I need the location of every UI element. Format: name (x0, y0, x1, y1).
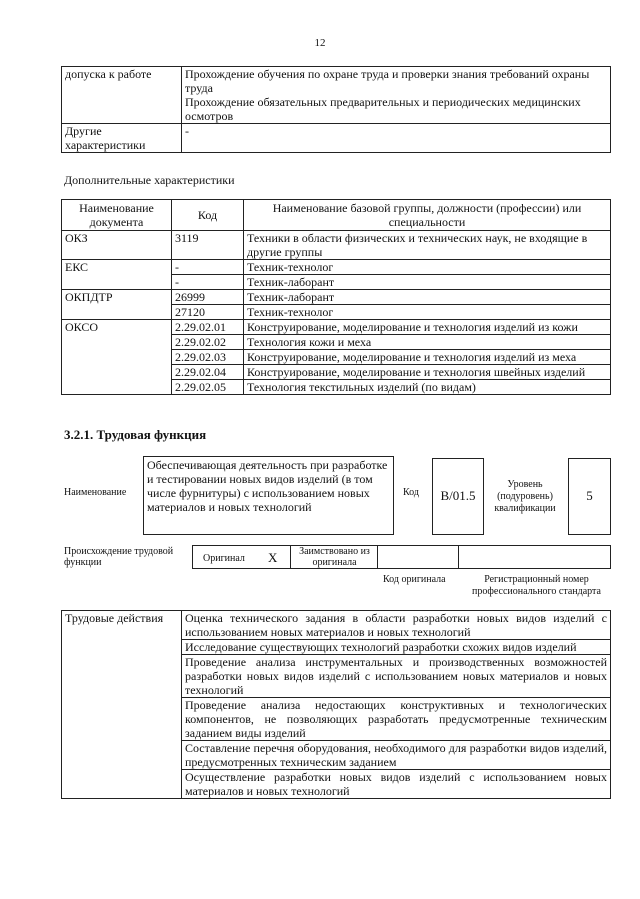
row-value: - (182, 124, 611, 153)
table-header-row (62, 200, 611, 231)
level-label: Уровень (подуровень) квалификации (494, 479, 556, 514)
code-original-caption: Код оригинала (383, 574, 446, 585)
additional-title: Дополнительные характеристики (64, 173, 235, 187)
column-header: Наименование базовой группы, должности (профессии) или специальности (244, 200, 611, 231)
table-row (62, 320, 611, 335)
origin-label: Происхождение трудовой функции (64, 546, 174, 568)
document-cell: ЕКС (62, 260, 172, 290)
column-header: Код (172, 200, 244, 231)
name-cell: Конструирование, моделирование и технология швейных изделий (244, 365, 611, 380)
name-cell: Конструирование, моделирование и технология изделий из меха (244, 350, 611, 365)
code-cell: 2.29.02.03 (172, 350, 244, 365)
name-cell: Техники в области физических и технических наук, не входящие в другие группы (244, 231, 611, 260)
action-item: Осуществление разработки новых видов изделий с использованием новых материалов и новых технологий (182, 770, 611, 799)
name-cell: Конструирование, моделирование и технология изделий из кожи (244, 320, 611, 335)
row-label: Другие характеристики (62, 124, 182, 153)
code-cell: 27120 (172, 305, 244, 320)
code-cell: 3119 (172, 231, 244, 260)
name-cell: Техник-лаборант (244, 275, 611, 290)
name-cell: Техник-технолог (244, 305, 611, 320)
original-label: Оригинал (203, 553, 245, 564)
column-header: Наименование документа (62, 200, 172, 231)
code-value: B/01.5 (440, 488, 476, 503)
function-heading: 3.2.1. Трудовая функция (64, 427, 207, 442)
original-mark: X (268, 550, 278, 565)
labor-actions-table (61, 610, 611, 799)
table-row (62, 67, 611, 124)
function-name: Обеспечивающая деятельность при разработке и тестировании новых видов изделий (в том числе фурнитуры) с использованием новых материалов и новых технологий (147, 458, 388, 514)
level-value: 5 (586, 488, 593, 503)
table-row (62, 611, 611, 640)
code-cell: 2.29.02.05 (172, 380, 244, 395)
origin-box (192, 545, 611, 569)
text-line: Прохождение обязательных предварительных и периодических медицинских осмотров (185, 95, 581, 123)
qualification-table (61, 66, 611, 153)
row-label: допуска к работе (62, 67, 182, 124)
document-cell: ОКПДТР (62, 290, 172, 320)
document-cell: ОКСО (62, 320, 172, 395)
code-cell: 2.29.02.04 (172, 365, 244, 380)
table-row (62, 260, 611, 275)
code-cell: - (172, 275, 244, 290)
row-value (182, 67, 611, 124)
name-label: Наименование (64, 487, 127, 498)
actions-label: Трудовые действия (62, 611, 182, 799)
table-row (62, 124, 611, 153)
action-item: Оценка технического задания в области разработки новых видов изделий с использованием новых материалов и новых технологий (182, 611, 611, 640)
page-number: 12 (314, 37, 326, 49)
code-cell: - (172, 260, 244, 275)
name-cell: Технология кожи и меха (244, 335, 611, 350)
table-row (62, 290, 611, 305)
registration-caption: Регистрационный номер профессионального стандарта (472, 574, 601, 597)
table-row (62, 231, 611, 260)
name-cell: Технология текстильных изделий (по видам) (244, 380, 611, 395)
name-cell: Техник-технолог (244, 260, 611, 275)
text-line: Прохождение обучения по охране труда и проверки знания требований охраны труда (185, 67, 590, 95)
action-item: Исследование существующих технологий разработки схожих видов изделий (182, 640, 611, 655)
action-item: Составление перечня оборудования, необходимого для разработки видов изделий, предусмотренных техническим заданием (182, 741, 611, 770)
action-item: Проведение анализа недостающих конструктивных и технологических компонентов, не позволяющих разработать предусмотренные техническим заданием виды изделий (182, 698, 611, 741)
code-label: Код (403, 487, 419, 498)
document-cell: ОКЗ (62, 231, 172, 260)
name-cell: Техник-лаборант (244, 290, 611, 305)
labor-actions-body (62, 611, 611, 799)
additional-table (61, 199, 611, 395)
borrowed-label: Заимствовано из оригинала (299, 546, 370, 568)
additional-table-body (62, 231, 611, 395)
code-cell: 2.29.02.02 (172, 335, 244, 350)
code-cell: 26999 (172, 290, 244, 305)
action-item: Проведение анализа инструментальных и производственных возможностей разработки новых видов изделий с использованием новых материалов и новых технологий (182, 655, 611, 698)
code-cell: 2.29.02.01 (172, 320, 244, 335)
